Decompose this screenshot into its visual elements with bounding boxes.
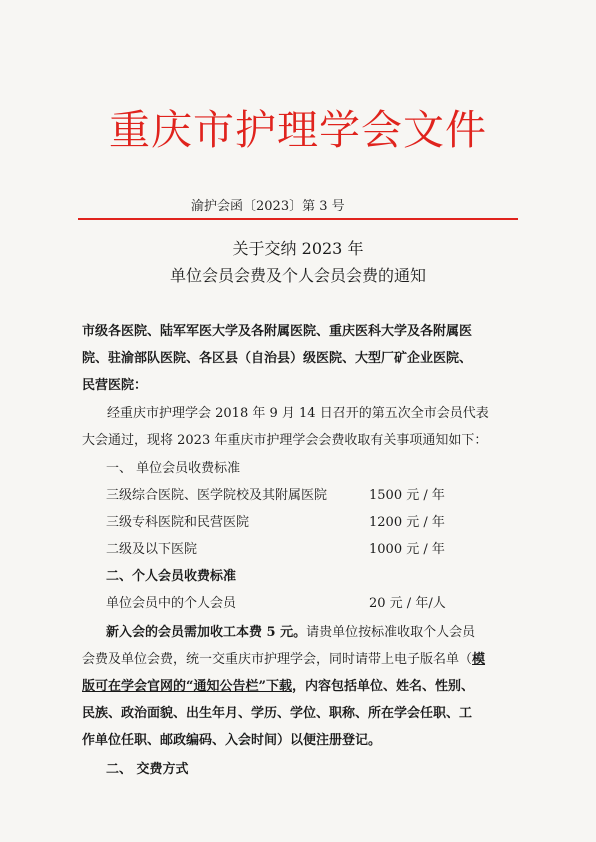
- paragraph-text: ，内容包括单位、姓名、性别、: [291, 679, 474, 694]
- section1-heading: 一、 单位会员收费标准: [106, 461, 241, 476]
- org-document-title: 重庆市护理学会文件: [109, 106, 487, 154]
- recipients-line1: 市级各医院、陆军军医大学及各附属医院、重庆医科大学及各附属医: [82, 324, 473, 339]
- section3-heading: 二、 交费方式: [106, 762, 189, 777]
- fee-label: 二级及以下医院: [106, 542, 198, 557]
- fee-value: 1200 元 / 年: [369, 515, 445, 530]
- template-download-link[interactable]: 版可在学会官网的“通知公告栏”下载: [82, 679, 292, 694]
- red-divider: [78, 218, 518, 220]
- template-download-link[interactable]: 模: [472, 652, 486, 667]
- notice-title-line2: 单位会员会费及个人会员会费的通知: [169, 266, 426, 285]
- paragraph-text: 会费及单位会费，统一交重庆市护理学会，同时请带上电子版名单（: [82, 652, 473, 667]
- recipients-line2: 院、驻渝部队医院、各区县（自治县）级医院、大型厂矿企业医院、: [82, 351, 473, 366]
- notice-title-line1: 关于交纳 2023 年: [232, 239, 364, 258]
- paragraph-line4: 民族、政治面貌、出生年月、学历、学位、职称、所在学会任职、工: [82, 706, 473, 721]
- recipients-line3: 民营医院：: [82, 378, 148, 393]
- fee-value: 20 元 / 年/人: [369, 596, 446, 611]
- fee-value: 1000 元 / 年: [369, 542, 445, 557]
- intro-line1: 经重庆市护理学会 2018 年 9 月 14 日召开的第五次全市会员代表: [107, 406, 489, 421]
- paragraph-line3: [82, 678, 474, 696]
- extra-fee-notice: 新入会的会员需加收工本费 5 元。: [106, 625, 307, 640]
- fee-label: 单位会员中的个人会员: [106, 596, 237, 611]
- paragraph-line1: [106, 624, 475, 642]
- fee-label: 三级专科医院和民营医院: [106, 515, 250, 530]
- intro-line2: 大会通过，现将 2023 年重庆市护理学会会费收取有关事项通知如下：: [82, 433, 488, 448]
- fee-label: 三级综合医院、医学院校及其附属医院: [106, 488, 328, 503]
- paragraph-line5: 作单位任职、邮政编码、入会时间）以便注册登记。: [82, 733, 382, 748]
- fee-value: 1500 元 / 年: [369, 488, 445, 503]
- section2-heading: 二、个人会员收费标准: [106, 569, 237, 584]
- paragraph-line2: [82, 651, 485, 669]
- paragraph-text: 请贵单位按标准收取个人会员: [306, 625, 476, 640]
- document-number: 渝护会函〔2023〕第 3 号: [191, 199, 345, 214]
